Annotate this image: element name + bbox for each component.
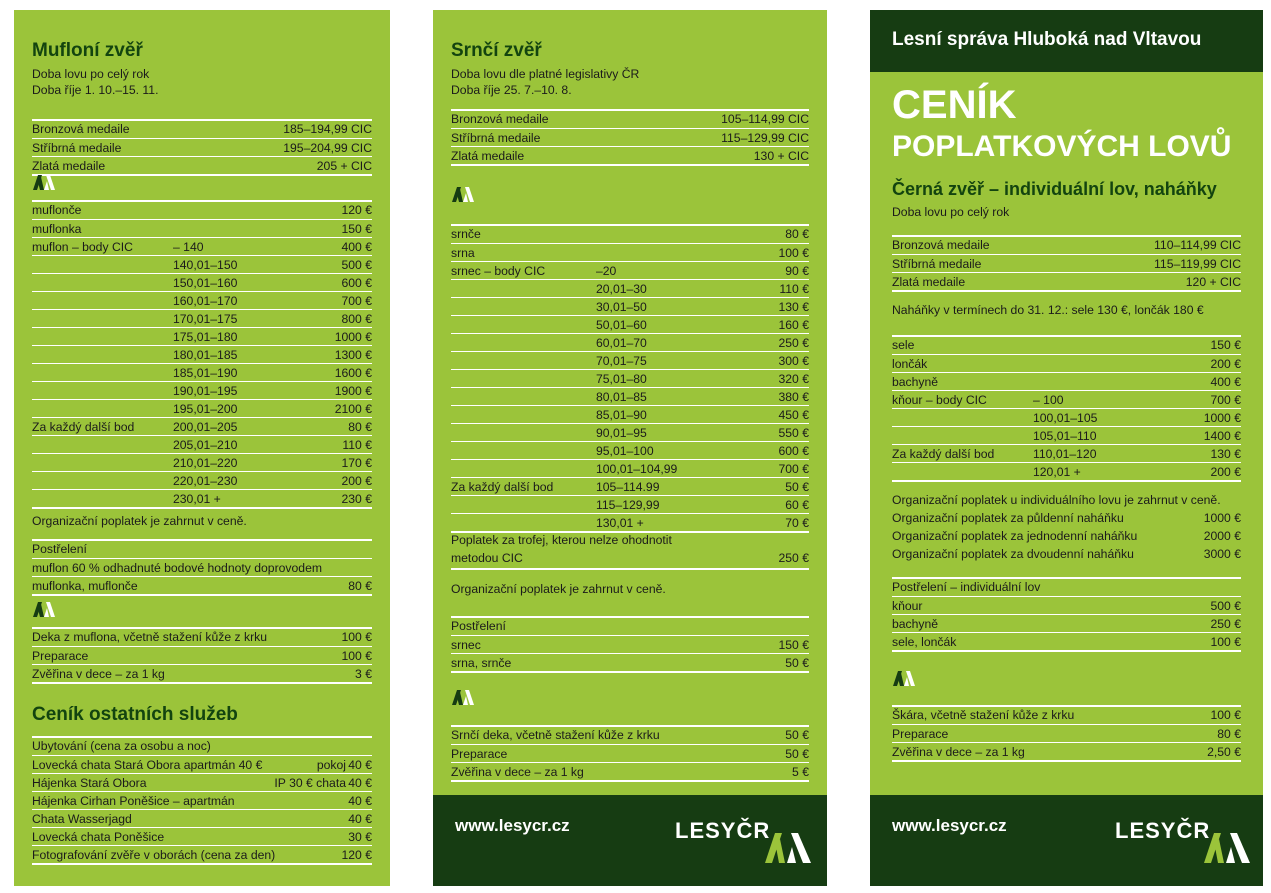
price-row (451, 297, 809, 316)
row-label: bachyně (892, 617, 939, 631)
rut-line: Doba říje 1. 10.–15. 11. (32, 83, 159, 97)
panel-wild-boar (870, 10, 1263, 886)
row-price: 600 € (341, 276, 372, 290)
wounding-title: Postřelení (32, 542, 87, 556)
row-price: 500 € (1210, 599, 1241, 613)
row-label: muflon – body CIC (32, 240, 133, 254)
drives-note: Naháňky v termínech do 31. 12.: sele 130 €, lončák 180 € (892, 303, 1204, 317)
website-link[interactable]: www.lesycr.cz (892, 816, 1007, 835)
row-label: Zlatá medaile (892, 275, 966, 289)
price-row (32, 255, 372, 274)
lesy-cr-logo-mark (763, 829, 815, 870)
row-price: 120 + CIC (1185, 275, 1241, 289)
medal-row (32, 120, 372, 138)
row-price: 600 € (778, 444, 809, 458)
price-row (32, 453, 372, 472)
panel-content (32, 10, 372, 886)
panel-content (892, 10, 1241, 886)
row-price: 100 € (1210, 708, 1241, 722)
medal-row (451, 110, 809, 128)
row-range: 140,01–150 (173, 258, 238, 272)
row-label: Fotografování zvěře v oborách (cena za den) (32, 848, 276, 862)
row-price: 800 € (341, 312, 372, 326)
row-price: 50 € (785, 728, 809, 742)
row-label: Bronzová medaile (892, 238, 990, 252)
row-middle: pokoj (316, 758, 346, 772)
extras-row (892, 724, 1241, 743)
extras-row (451, 726, 809, 744)
price-row (451, 369, 809, 388)
org-fee-note: Organizační poplatek je zahrnut v ceně. (451, 582, 666, 596)
row-label: srna, srnče (451, 656, 512, 670)
row-price: 3 € (355, 667, 372, 681)
row-label: Zvěřina v dece – za 1 kg (892, 745, 1025, 759)
row-range: 220,01–230 (173, 474, 238, 488)
row-price: 700 € (341, 294, 372, 308)
row-label: metodou CIC (451, 551, 523, 565)
price-row (32, 399, 372, 418)
price-row (892, 372, 1241, 391)
row-range: 160,01–170 (173, 294, 238, 308)
row-price: 50 € (785, 480, 809, 494)
row-label: Ubytování (cena za osobu a noc) (32, 739, 211, 753)
medal-row (892, 254, 1241, 273)
row-range: 50,01–60 (596, 318, 647, 332)
row-label: muflon 60 % odhadnuté bodové hodnoty doprovodem (32, 561, 323, 575)
row-range: 100,01–104,99 (596, 462, 678, 476)
price-row (32, 201, 372, 219)
price-row (451, 315, 809, 334)
row-price: 105–114,99 CIC (721, 112, 809, 126)
extras-row (892, 742, 1241, 761)
section-subtitle: Černá zvěř – individuální lov, naháňky (892, 179, 1217, 199)
price-row (32, 471, 372, 490)
title-line-2: POPLATKOVÝCH LOVŮ (892, 130, 1232, 163)
row-label: muflonka, muflonče (32, 579, 138, 593)
price-row (32, 417, 372, 436)
wounding-row (451, 653, 809, 672)
extras-row (451, 744, 809, 763)
row-range: 210,01–220 (173, 456, 238, 470)
row-label: Za každý další bod (892, 447, 995, 461)
lesy-cr-logo-mark (892, 669, 916, 692)
wounding-row (32, 558, 372, 577)
row-price: 150 € (778, 638, 809, 652)
divider (451, 568, 809, 570)
wounding-row (892, 614, 1241, 633)
row-label: Organizační poplatek u individuálního lovu je zahrnut v ceně. (892, 493, 1221, 507)
row-label: Za každý další bod (32, 420, 135, 434)
divider (451, 780, 809, 782)
row-price: 115–119,99 CIC (1154, 257, 1241, 271)
medal-row (451, 128, 809, 147)
row-range: 190,01–195 (173, 384, 238, 398)
extras-row (32, 628, 372, 646)
row-range: 230,01 + (173, 492, 221, 506)
service-row (32, 773, 372, 792)
row-price: 110–114,99 CIC (1154, 238, 1241, 252)
wounding-row (32, 576, 372, 595)
extras-row (32, 664, 372, 683)
row-label: lončák (892, 357, 928, 371)
row-price: 500 € (341, 258, 372, 272)
extras-row (32, 646, 372, 665)
row-label: Stříbrná medaile (32, 141, 122, 155)
row-price: 80 € (785, 227, 809, 241)
lesy-cr-logo-mark (451, 185, 475, 208)
row-price: 230 € (341, 492, 372, 506)
price-row (451, 477, 809, 496)
row-label: Hájenka Stará Obora (32, 776, 147, 790)
row-range: 80,01–85 (596, 390, 647, 404)
row-price: 130 € (778, 300, 809, 314)
row-label: Bronzová medaile (32, 122, 130, 136)
row-label: Srnčí deka, včetně stažení kůže z krku (451, 728, 660, 742)
row-price: 110 € (779, 282, 809, 296)
service-row (32, 791, 372, 810)
row-range: 75,01–80 (596, 372, 647, 386)
row-price: 100 € (778, 246, 809, 260)
row-price: 1000 € (1203, 511, 1241, 525)
row-price: 40 € (348, 812, 372, 826)
price-row (32, 237, 372, 256)
row-price: 100 € (1210, 635, 1241, 649)
row-range: 180,01–185 (173, 348, 238, 362)
row-price: 40 € (348, 794, 372, 808)
row-range: 115–129,99 (596, 498, 660, 512)
org-fee-row (892, 527, 1241, 545)
price-row (451, 243, 809, 262)
row-price: 40 € (348, 776, 372, 790)
row-label: Organizační poplatek za půldenní naháňku (892, 511, 1124, 525)
row-range: 105,01–110 (1033, 429, 1097, 443)
row-price: 150 € (341, 222, 372, 236)
price-row (892, 408, 1241, 427)
row-price: 200 € (1210, 465, 1241, 479)
row-price: 320 € (778, 372, 809, 386)
row-label: Zlatá medaile (32, 159, 106, 173)
divider (32, 507, 372, 509)
row-label: Preparace (451, 747, 508, 761)
row-price: 100 € (341, 630, 372, 644)
divider (32, 594, 372, 596)
row-label: sele (892, 338, 915, 352)
row-price: 50 € (785, 656, 809, 670)
row-price: 100 € (341, 649, 372, 663)
row-price: 110 € (342, 438, 372, 452)
price-row (451, 351, 809, 370)
row-label: Zvěřina v dece – za 1 kg (32, 667, 165, 681)
row-price: 120 € (341, 203, 372, 217)
divider (32, 682, 372, 684)
brand-logo-text: LESYČR (675, 818, 771, 843)
row-label: sele, lončák (892, 635, 957, 649)
brand-logo-text: LESYČR (1115, 818, 1211, 843)
row-label: Za každý další bod (451, 480, 554, 494)
price-row (32, 381, 372, 400)
price-row (32, 489, 372, 508)
row-range: 185,01–190 (173, 366, 238, 380)
row-price: 1900 € (334, 384, 372, 398)
price-row (451, 225, 809, 243)
row-range: 90,01–95 (596, 426, 647, 440)
row-price: 250 € (778, 551, 809, 565)
row-range: – 100 (1033, 393, 1064, 407)
price-row (451, 279, 809, 298)
row-price: 400 € (341, 240, 372, 254)
row-price: 550 € (778, 426, 809, 440)
divider (451, 671, 809, 673)
price-row (32, 291, 372, 310)
row-price: 2000 € (1203, 529, 1241, 543)
row-price: 50 € (785, 747, 809, 761)
price-row (32, 309, 372, 328)
row-price: 80 € (1217, 727, 1241, 741)
price-row (32, 273, 372, 292)
row-label: Škára, včetně stažení kůže z krku (892, 708, 1075, 722)
row-price: 3000 € (1203, 547, 1241, 561)
price-row (451, 495, 809, 514)
row-label: Preparace (892, 727, 949, 741)
row-range: 95,01–100 (596, 444, 654, 458)
row-range: 100,01–105 (1033, 411, 1098, 425)
row-price: 120 € (341, 848, 372, 862)
row-range: – 140 (173, 240, 204, 254)
row-range: –20 (596, 264, 617, 278)
row-price: 200 € (1210, 357, 1241, 371)
row-label: Bronzová medaile (451, 112, 549, 126)
row-range: 30,01–50 (596, 300, 647, 314)
divider (32, 174, 372, 176)
row-price: 185–194,99 CIC (283, 122, 372, 136)
lesy-cr-logo-mark (451, 688, 475, 711)
website-link[interactable]: www.lesycr.cz (455, 816, 570, 835)
row-range: 205,01–210 (173, 438, 238, 452)
row-label: Preparace (32, 649, 89, 663)
row-price: 60 € (785, 498, 809, 512)
season-line: Doba lovu po celý rok (32, 67, 150, 81)
row-price: 1600 € (334, 366, 372, 380)
row-label: kňour – body CIC (892, 393, 987, 407)
row-label: Zlatá medaile (451, 149, 525, 163)
trophy-fee-row (451, 549, 809, 567)
row-price: 80 € (348, 420, 372, 434)
divider (892, 290, 1241, 292)
price-row (451, 405, 809, 424)
trophy-fee-label: Poplatek za trofej, kterou nelze ohodnotit (451, 533, 672, 547)
row-price: 30 € (348, 830, 372, 844)
price-row (451, 261, 809, 280)
medal-row (892, 272, 1241, 291)
service-row (32, 755, 372, 774)
extras-row (892, 706, 1241, 724)
row-price: 90 € (785, 264, 809, 278)
row-label: Chata Wasserjagd (32, 812, 132, 826)
org-fee-row (892, 509, 1241, 527)
price-row (32, 219, 372, 238)
price-row (451, 333, 809, 352)
title-line-1: CENÍK (892, 83, 1017, 127)
season-line: Doba lovu dle platné legislativy ČR (451, 67, 640, 81)
row-price: 40 € (348, 758, 372, 772)
price-row (892, 444, 1241, 463)
price-row (892, 336, 1241, 354)
price-row (32, 345, 372, 364)
row-price: 300 € (778, 354, 809, 368)
row-range: 130,01 + (596, 516, 644, 530)
section-title-roe-deer: Srnčí zvěř (451, 40, 542, 61)
row-label: Lovecká chata Poněšice (32, 830, 165, 844)
price-row (32, 435, 372, 454)
divider (32, 863, 372, 865)
row-range: 105–114.99 (596, 480, 660, 494)
row-label: muflonče (32, 203, 82, 217)
row-price: 400 € (1210, 375, 1241, 389)
divider (892, 760, 1241, 762)
row-price: 250 € (778, 336, 809, 350)
row-range: 170,01–175 (173, 312, 238, 326)
row-label: Organizační poplatek za jednodenní naháňku (892, 529, 1138, 543)
price-row (451, 387, 809, 406)
row-label: Hájenka Cirhan Poněšice – apartmán (32, 794, 235, 808)
row-label: Organizační poplatek za dvoudenní naháňku (892, 547, 1134, 561)
rut-line: Doba říje 25. 7.–10. 8. (451, 83, 572, 97)
price-row (32, 327, 372, 346)
row-range: 195,01–200 (173, 402, 238, 416)
row-range: 70,01–75 (596, 354, 647, 368)
wounding-row (892, 632, 1241, 651)
panel-content (451, 10, 809, 886)
price-row (451, 459, 809, 478)
row-label: srnec (451, 638, 481, 652)
medal-row (32, 156, 372, 175)
footer-bar (433, 795, 827, 886)
row-price: 1300 € (334, 348, 372, 362)
section-title-mouflon: Mufloní zvěř (32, 40, 143, 61)
row-price: 700 € (1210, 393, 1241, 407)
row-price: 5 € (792, 765, 809, 779)
row-range: 60,01–70 (596, 336, 647, 350)
row-price: 130 + CIC (753, 149, 809, 163)
row-label: Stříbrná medaile (451, 131, 541, 145)
lesy-cr-logo-mark (32, 173, 56, 196)
row-price: 130 € (1210, 447, 1241, 461)
row-label: Zvěřina v dece – za 1 kg (451, 765, 584, 779)
row-price: 170 € (341, 456, 372, 470)
row-range: 85,01–90 (596, 408, 647, 422)
row-range: 120,01 + (1033, 465, 1081, 479)
lesy-cr-logo-mark (32, 600, 56, 623)
panel-roe-deer (433, 10, 827, 886)
row-price: 160 € (778, 318, 809, 332)
row-price: 200 € (341, 474, 372, 488)
footer-bar (870, 795, 1263, 886)
price-row (892, 390, 1241, 409)
medal-row (451, 146, 809, 165)
wounding-title: Postřelení – individuální lov (892, 580, 1041, 594)
row-price: 380 € (778, 390, 809, 404)
row-price: 70 € (785, 516, 809, 530)
row-range: 150,01–160 (173, 276, 238, 290)
price-row (451, 423, 809, 442)
service-row (32, 737, 372, 755)
row-label: srnče (451, 227, 481, 241)
row-label: Stříbrná medaile (892, 257, 982, 271)
row-price: 1000 € (1203, 411, 1241, 425)
row-label: bachyně (892, 375, 939, 389)
row-price: 80 € (348, 579, 372, 593)
medal-row (32, 138, 372, 157)
row-range: 175,01–180 (173, 330, 238, 344)
price-row (451, 513, 809, 532)
org-fee-note: Organizační poplatek je zahrnut v ceně. (32, 514, 247, 528)
forest-administration-name: Lesní správa Hluboká nad Vltavou (892, 29, 1202, 50)
service-row (32, 809, 372, 828)
row-price: 1000 € (334, 330, 372, 344)
divider (892, 480, 1241, 482)
row-label: Lovecká chata Stará Obora apartmán 40 € (32, 758, 263, 772)
service-row (32, 845, 372, 864)
price-row (451, 441, 809, 460)
row-range: 110,01–120 (1033, 447, 1097, 461)
org-fee-row (892, 491, 1241, 509)
row-price: 250 € (1210, 617, 1241, 631)
row-price: 700 € (778, 462, 809, 476)
row-label: muflonka (32, 222, 82, 236)
row-label: srnec – body CIC (451, 264, 546, 278)
row-label: Deka z muflona, včetně stažení kůže z krku (32, 630, 268, 644)
price-row (892, 426, 1241, 445)
row-price: 205 + CIC (316, 159, 372, 173)
row-price: 115–129,99 CIC (721, 131, 809, 145)
service-row (32, 827, 372, 846)
row-label: kňour (892, 599, 923, 613)
price-row (32, 363, 372, 382)
row-price: 195–204,99 CIC (283, 141, 372, 155)
divider (451, 164, 809, 166)
row-range: 20,01–30 (596, 282, 647, 296)
wounding-title: Postřelení (451, 619, 506, 633)
row-range: 200,01–205 (173, 420, 238, 434)
org-fee-row (892, 545, 1241, 563)
row-price: 2100 € (334, 402, 372, 416)
price-row (892, 354, 1241, 373)
extras-row (451, 762, 809, 781)
price-row (892, 462, 1241, 481)
wounding-row (451, 635, 809, 654)
medal-row (892, 236, 1241, 254)
row-price: 450 € (778, 408, 809, 422)
row-label: srna (451, 246, 475, 260)
panel-mouflon (14, 10, 390, 886)
row-price: 150 € (1210, 338, 1241, 352)
row-price: 1400 € (1203, 429, 1241, 443)
wounding-row (892, 596, 1241, 615)
divider (892, 650, 1241, 652)
row-middle: IP 30 € chata (274, 776, 346, 790)
lesy-cr-logo-mark (1202, 829, 1254, 870)
row-price: 2,50 € (1207, 745, 1241, 759)
season-line: Doba lovu po celý rok (892, 205, 1010, 219)
section-title-services: Ceník ostatních služeb (32, 704, 238, 725)
